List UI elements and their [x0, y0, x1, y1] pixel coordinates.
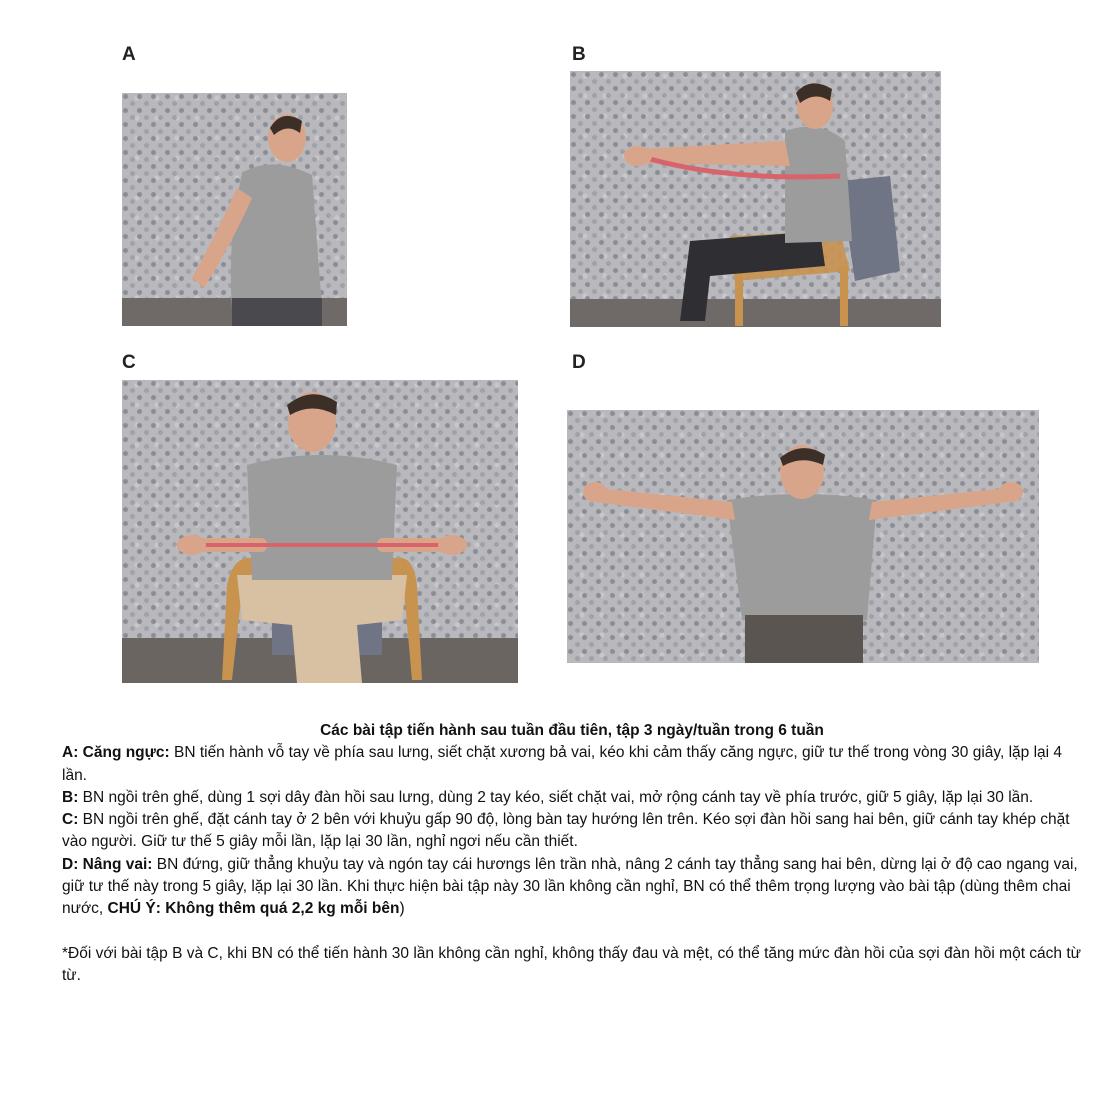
exercise-instructions — [62, 720, 1082, 987]
person-standing-arms-raised-illustration — [567, 410, 1039, 663]
exercise-photo-a — [122, 93, 347, 326]
instruction-d-end: ) — [399, 900, 405, 918]
instruction-b-lead: B: — [62, 788, 79, 806]
panel-c-label: C — [122, 352, 136, 373]
instruction-c-lead: C: — [62, 811, 79, 829]
panel-d-label: D — [572, 352, 586, 373]
instruction-c — [62, 809, 1082, 854]
instruction-d-note: CHÚ Ý: Không thêm quá 2,2 kg mỗi bên — [107, 900, 400, 918]
exercise-photo-c — [122, 380, 518, 683]
instruction-a — [62, 742, 1082, 787]
instruction-a-lead: A: Căng ngực: — [62, 744, 170, 762]
instruction-d — [62, 854, 1082, 921]
panel-a-label: A — [122, 44, 136, 65]
exercise-photo-d — [567, 410, 1039, 663]
instruction-d-lead: D: Nâng vai: — [62, 855, 153, 873]
instruction-b-text: BN ngồi trên ghế, dùng 1 sợi dây đàn hồi sau lưng, dùng 2 tay kéo, siết chặt vai, mở rộng cánh tay về phía trước, giữ 5 giây, lặp lại 30 lần. — [78, 788, 1034, 806]
person-seated-band-forward-illustration — [570, 71, 941, 327]
instruction-b — [62, 787, 1082, 809]
exercise-photo-b — [570, 71, 941, 327]
instruction-a-text: BN tiến hành vỗ tay về phía sau lưng, siết chặt xương bả vai, kéo khi cảm thấy căng ngực, giữ tư thế trong vòng 30 giây, lặp lại 4 lần. — [62, 744, 1063, 784]
caption-title: Các bài tập tiến hành sau tuần đầu tiên, tập 3 ngày/tuần trong 6 tuần — [320, 722, 824, 739]
person-standing-side-illustration — [122, 93, 347, 326]
person-seated-band-sideways-illustration — [122, 380, 518, 683]
panel-b-label: B — [572, 44, 586, 65]
footnote: *Đối với bài tập B và C, khi BN có thể tiến hành 30 lần không cần nghỉ, không thấy đau và mệt, có thể tăng mức đàn hồi của sợi đàn hồi một cách từ từ. — [62, 944, 1082, 984]
instruction-d-text: BN đứng, giữ thẳng khuỷu tay và ngón tay cái hươngs lên trần nhà, nâng 2 cánh tay thẳng sang hai bên, dừng lại ở độ cao ngang vai, giữ tư thế này trong 5 giây, lặp lại 30 lần. Khi thực hiện bài tập này 30 lần không cần nghỉ, BN có thể thêm trọng lượng vào bài tập (dùng thêm chai nước, — [62, 855, 1078, 918]
instruction-c-text: BN ngồi trên ghế, đặt cánh tay ở 2 bên với khuỷu gấp 90 độ, lòng bàn tay hướng lên trên. Kéo sợi đàn hồi sang hai bên, giữ cánh tay khép chặt vào người. Giữ tư thế 5 giây mỗi lần, lặp lại 30 lần, nghỉ ngơi nếu cần thiết. — [62, 811, 1070, 851]
